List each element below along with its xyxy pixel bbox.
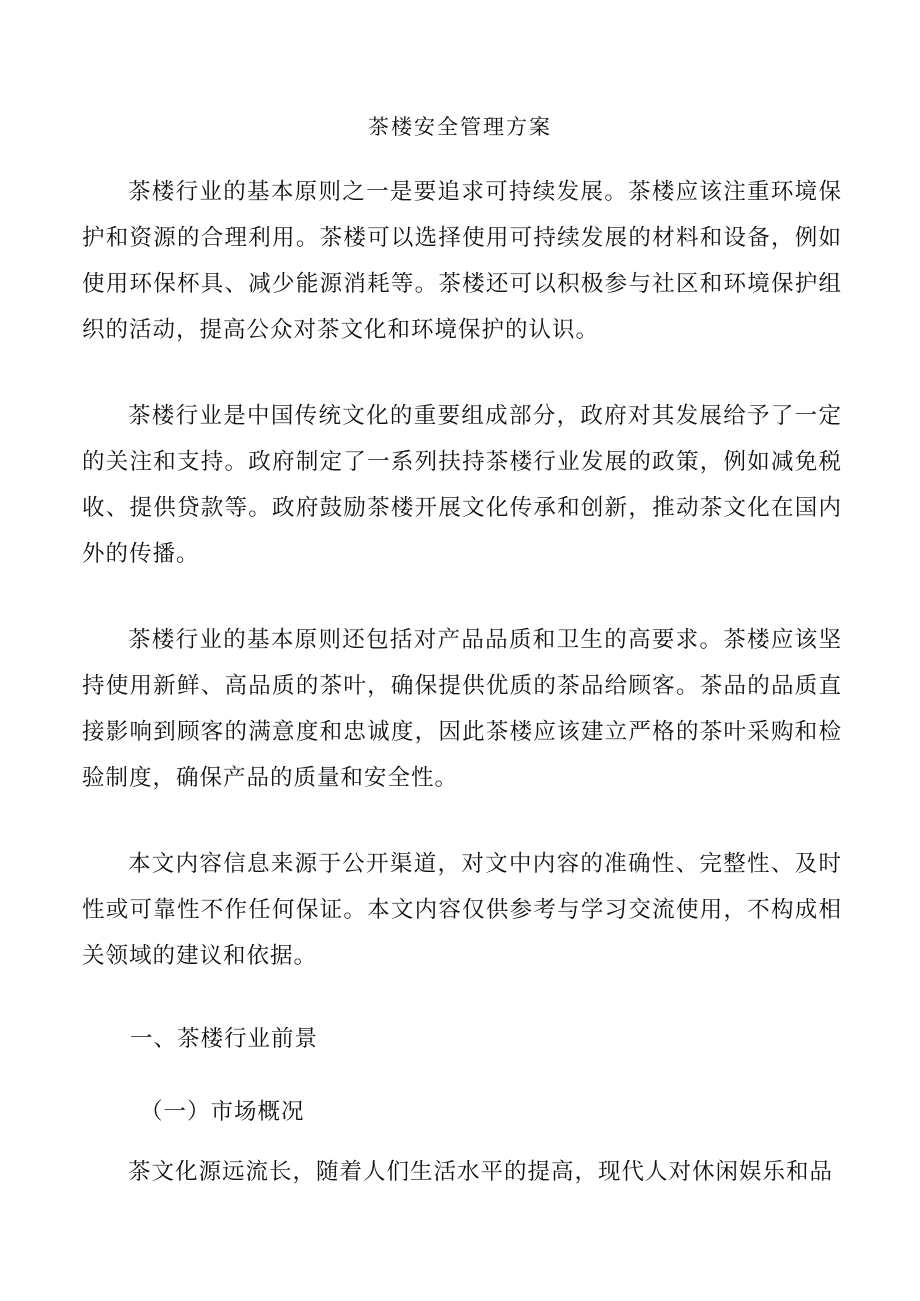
paragraph-government-support: 茶楼行业是中国传统文化的重要组成部分，政府对其发展给予了一定的关注和支持。政府制定了一系列扶持茶楼行业发展的政策，例如减免税收、提供贷款等。政府鼓励茶楼开展文化传承和创新，推动茶文化在国内外的传播。 [82, 403, 842, 567]
paragraph-market-overview: 茶文化源远流长，随着人们生活水平的提高，现代人对休闲娱乐和品 [128, 1159, 834, 1185]
paragraph-disclaimer: 本文内容信息来源于公开渠道，对文中内容的准确性、完整性、及时性或可靠性不作任何保证。本文内容仅供参考与学习交流使用，不构成相关领域的建议和依据。 [82, 851, 842, 969]
subsection-heading: （一）市场概况 [140, 1099, 305, 1125]
document-title: 茶楼安全管理方案 [368, 115, 552, 139]
paragraph-quality-hygiene: 茶楼行业的基本原则还包括对产品品质和卫生的高要求。茶楼应该坚持使用新鲜、高品质的茶叶，确保提供优质的茶品给顾客。茶品的品质直接影响到顾客的满意度和忠诚度，因此茶楼应该建立严格的茶叶采购和检验制度，确保产品的质量和安全性。 [82, 627, 842, 791]
section-heading: 一、茶楼行业前景 [130, 1026, 319, 1052]
paragraph-sustainability: 茶楼行业的基本原则之一是要追求可持续发展。茶楼应该注重环境保护和资源的合理利用。茶楼可以选择使用可持续发展的材料和设备，例如使用环保杯具、减少能源消耗等。茶楼还可以积极参与社区和环境保护组织的活动，提高公众对茶文化和环境保护的认识。 [82, 179, 842, 343]
